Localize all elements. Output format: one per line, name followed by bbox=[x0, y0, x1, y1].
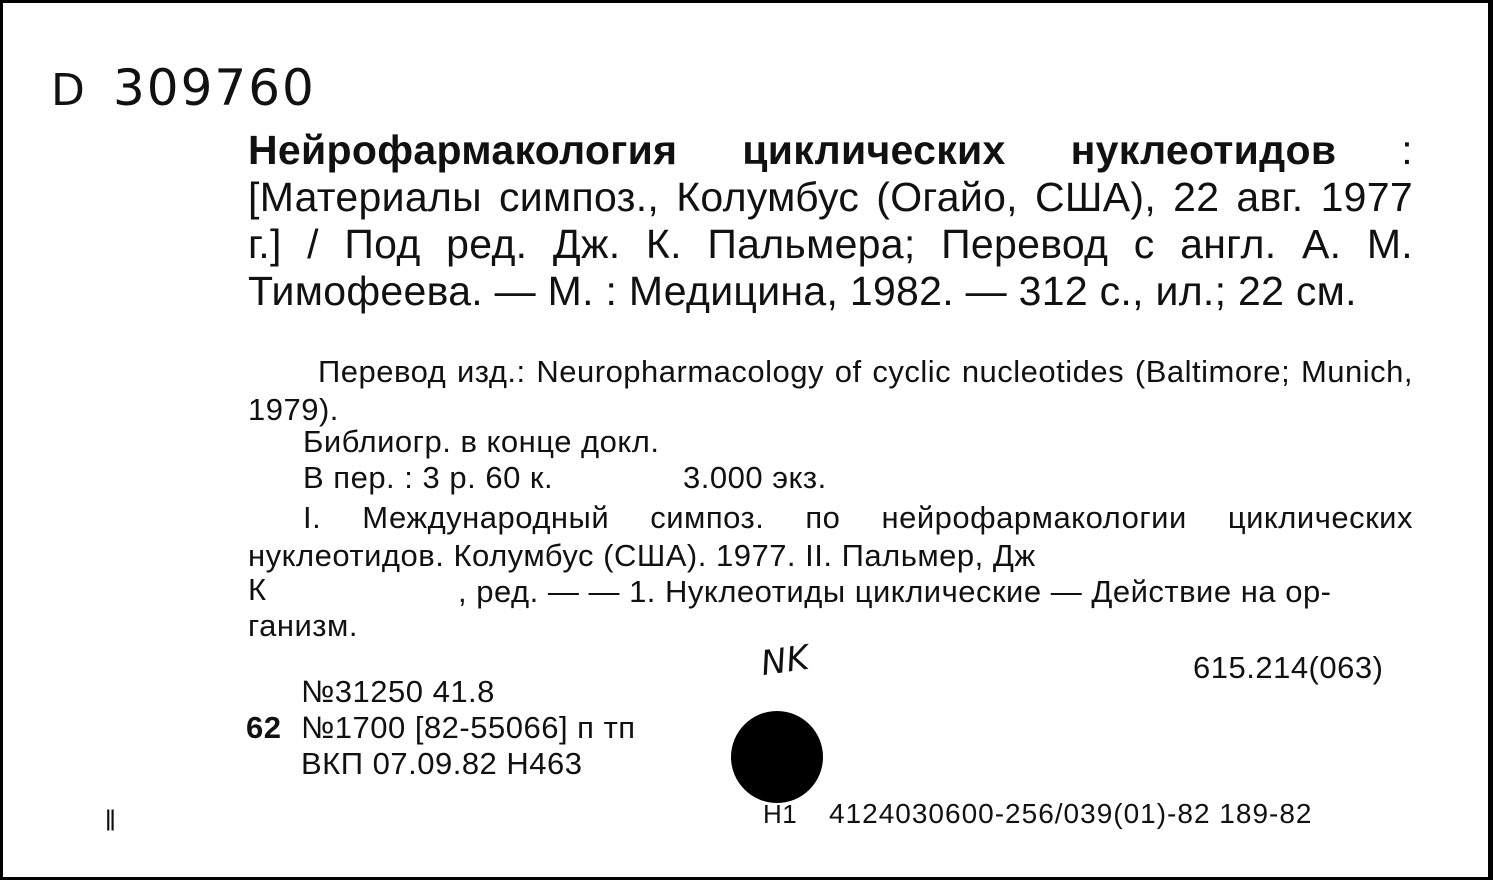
punched-hole-stamp bbox=[731, 711, 823, 803]
card-number: 309760 bbox=[113, 59, 316, 117]
margin-mark: ǁ bbox=[105, 807, 116, 832]
translation-note-text: Перевод изд.: Neuropharmacology of cyclic nucleotides (Baltimore; Munich, 1979). bbox=[248, 354, 1413, 427]
registry-prefix: 62 bbox=[246, 710, 282, 745]
footer-prefix: Н1 bbox=[763, 799, 798, 829]
tracing-line-3-right: , ред. — — 1. Нуклеотиды циклические — Действие на ор- bbox=[458, 574, 1332, 609]
main-entry bbox=[248, 127, 1413, 315]
footer-code: 4124030600-256/039(01)-82 189-82 bbox=[829, 798, 1313, 829]
tracing-line-3-left: К bbox=[248, 572, 267, 607]
entry-body: : [Материалы симпоз., Колумбус (Огайо, США), 22 авг. 1977 г.] / Под ред. Дж. К. Пальмера; Перевод с англ. А. М. Тимофеева. — М. : Медицина, 1982. — 312 с., ил.; 22 см. bbox=[248, 127, 1413, 314]
copies-note: 3.000 экз. bbox=[683, 460, 827, 495]
price-note: В пер. : 3 р. 60 к. bbox=[303, 460, 554, 495]
tracing-line-4: ганизм. bbox=[248, 608, 358, 643]
bibliography-note: Библиогр. в конце докл. bbox=[303, 424, 660, 459]
tracing-line-1: I. Международный симпоз. по нейрофармакологии циклических bbox=[303, 500, 1413, 535]
tracing-line-2: нуклеотидов. Колумбус (США). 1977. II. Пальмер, Дж bbox=[248, 538, 1036, 573]
handwritten-mark: NK bbox=[758, 637, 812, 685]
card-number-letter: D bbox=[51, 65, 85, 116]
classification-number: 615.214(063) bbox=[1193, 650, 1384, 685]
registry-line-1: №31250 41.8 bbox=[301, 674, 495, 709]
translation-note bbox=[248, 353, 1413, 429]
registry-line-3: ВКП 07.09.82 Н463 bbox=[301, 746, 583, 781]
registry-line-2: №1700 [82-55066] п тп bbox=[301, 710, 636, 745]
entry-title: Нейрофармакология циклических нуклеотидов bbox=[248, 127, 1337, 173]
